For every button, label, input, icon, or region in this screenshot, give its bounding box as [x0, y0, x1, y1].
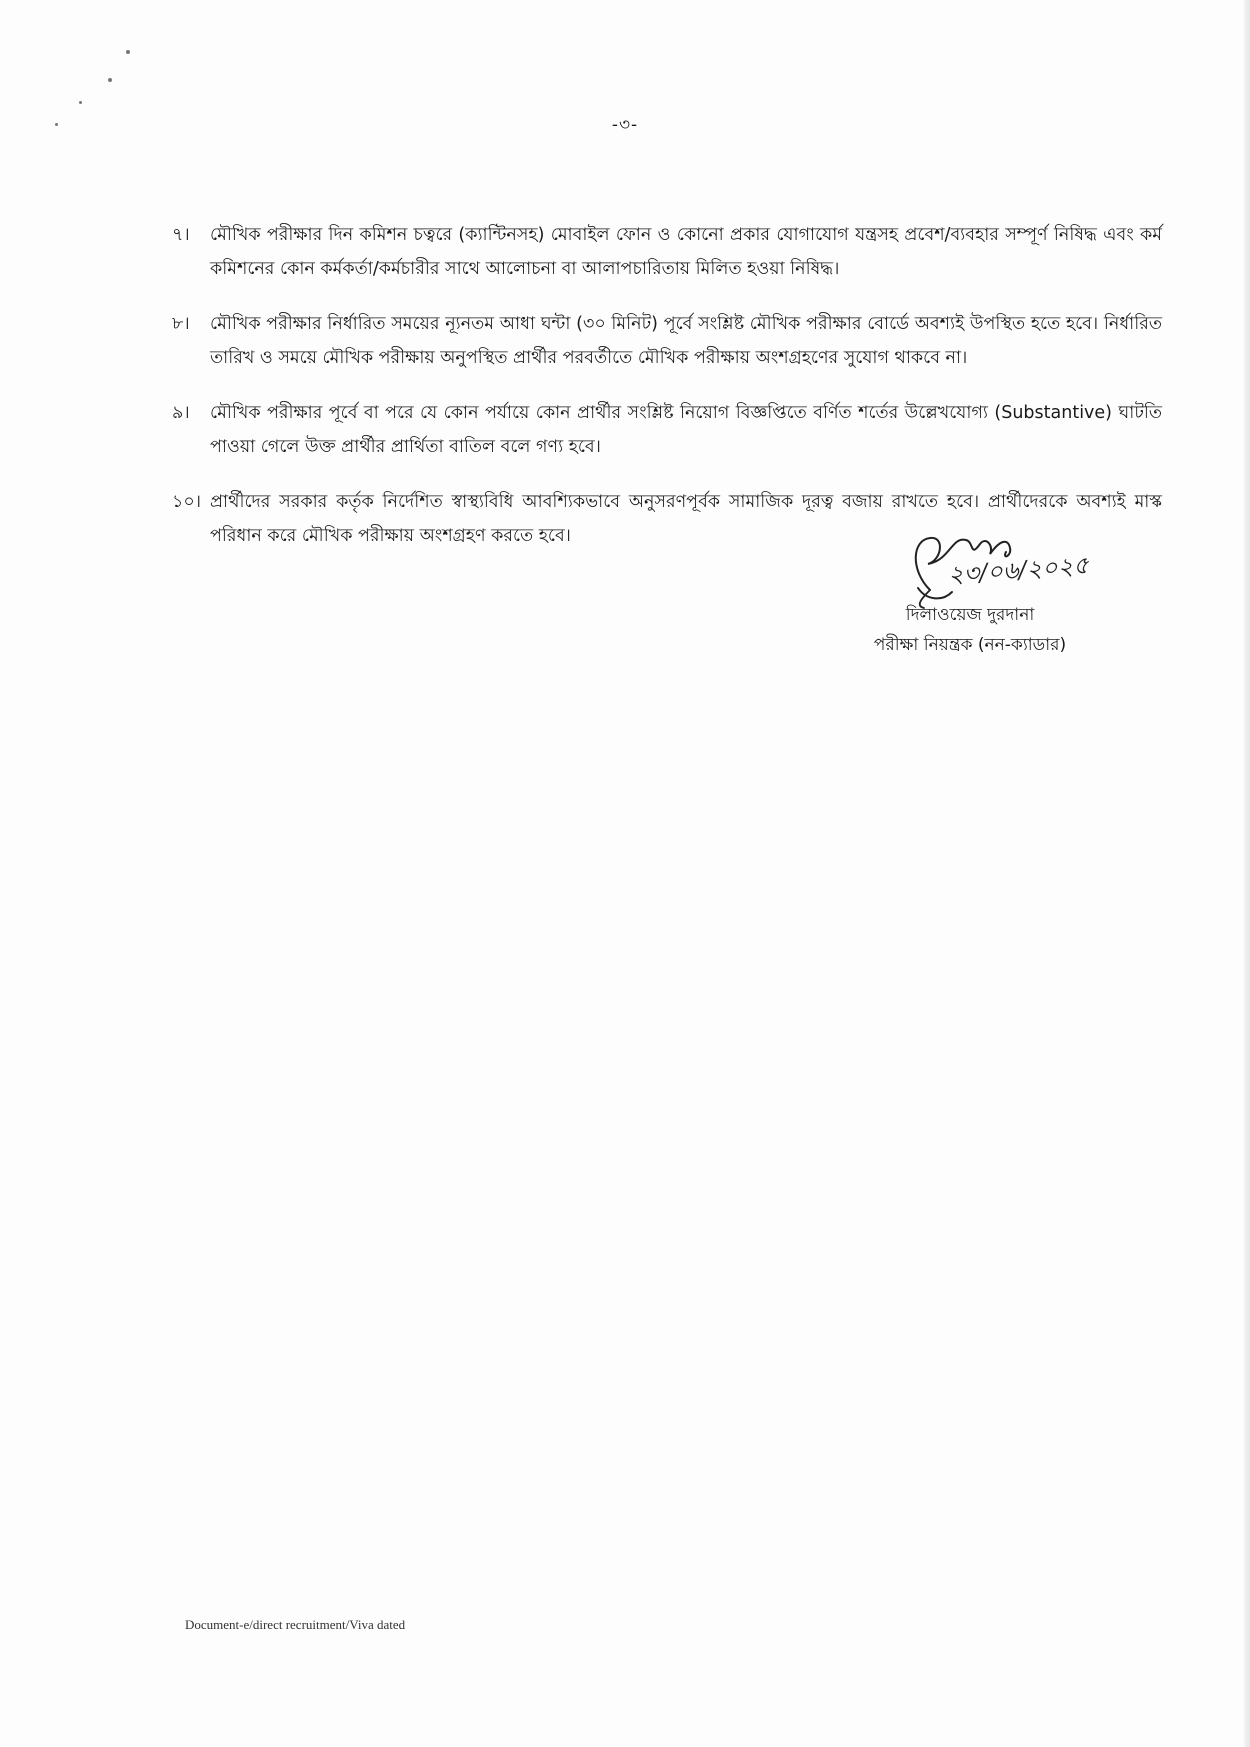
scan-speck [108, 78, 112, 82]
page-number: -৩- [611, 115, 639, 135]
footer-reference: Document-e/direct recruitment/Viva dated [185, 1617, 406, 1632]
clause-item [172, 218, 1162, 286]
clause-number: ৭। [172, 225, 190, 245]
signature-date: ২৩/০৬/২০২৫ [947, 551, 1090, 589]
signatory-block [860, 600, 1080, 660]
scan-edge-shadow [1244, 0, 1250, 1747]
scan-speck [79, 101, 82, 104]
clause-number: ৮। [172, 314, 190, 334]
clause-text: মৌখিক পরীক্ষার পূর্বে বা পরে যে কোন পর্যায়ে কোন প্রার্থীর সংশ্লিষ্ট নিয়োগ বিজ্ঞপ্তিতে বর্ণিত শর্তের উল্লেখযোগ্য (Substantive) ঘাটতি পাওয়া গেলে উক্ত প্রার্থীর প্রার্থিতা বাতিল বলে গণ্য হবে। [210, 403, 1162, 457]
clause-text: প্রার্থীদের সরকার কর্তৃক নির্দেশিত স্বাস্থ্যবিধি আবশ্যিকভাবে অনুসরণপূর্বক সামাজিক দূরত্ব বজায় রাখতে হবে। প্রার্থীদেরকে অবশ্যই মাস্ক পরিধান করে মৌখিক পরীক্ষায় অংশগ্রহণ করতে হবে। [210, 492, 1162, 546]
clause-item [172, 307, 1162, 375]
clause-text: মৌখিক পরীক্ষার দিন কমিশন চত্বরে (ক্যান্টিনসহ) মোবাইল ফোন ও কোনো প্রকার যোগাযোগ যন্ত্রসহ প্রবেশ/ব্যবহার সম্পূর্ণ নিষিদ্ধ এবং কর্ম কমিশনের কোন কর্মকর্তা/কর্মচারীর সাথে আলোচনা বা আলাপচারিতায় মিলিত হওয়া নিষিদ্ধ। [210, 225, 1162, 279]
clause-list [172, 218, 1162, 574]
signatory-title: পরীক্ষা নিয়ন্ত্রক (নন-ক্যাডার) [873, 635, 1067, 655]
clause-number: ৯। [172, 403, 190, 423]
scan-speck [126, 50, 130, 54]
clause-number: ১০। [172, 492, 201, 512]
clause-item [172, 396, 1162, 464]
signatory-name: দিলাওয়েজ দুরদানা [905, 605, 1035, 625]
clause-text: মৌখিক পরীক্ষার নির্ধারিত সময়ের ন্যূনতম আধা ঘন্টা (৩০ মিনিট) পূর্বে সংশ্লিষ্ট মৌখিক পরীক্ষার বোর্ডে অবশ্যই উপস্থিত হতে হবে। নির্ধারিত তারিখ ও সময়ে মৌখিক পরীক্ষায় অনুপস্থিত প্রার্থীর পরবর্তীতে মৌখিক পরীক্ষায় অংশগ্রহণের সুযোগ থাকবে না। [210, 314, 1162, 368]
